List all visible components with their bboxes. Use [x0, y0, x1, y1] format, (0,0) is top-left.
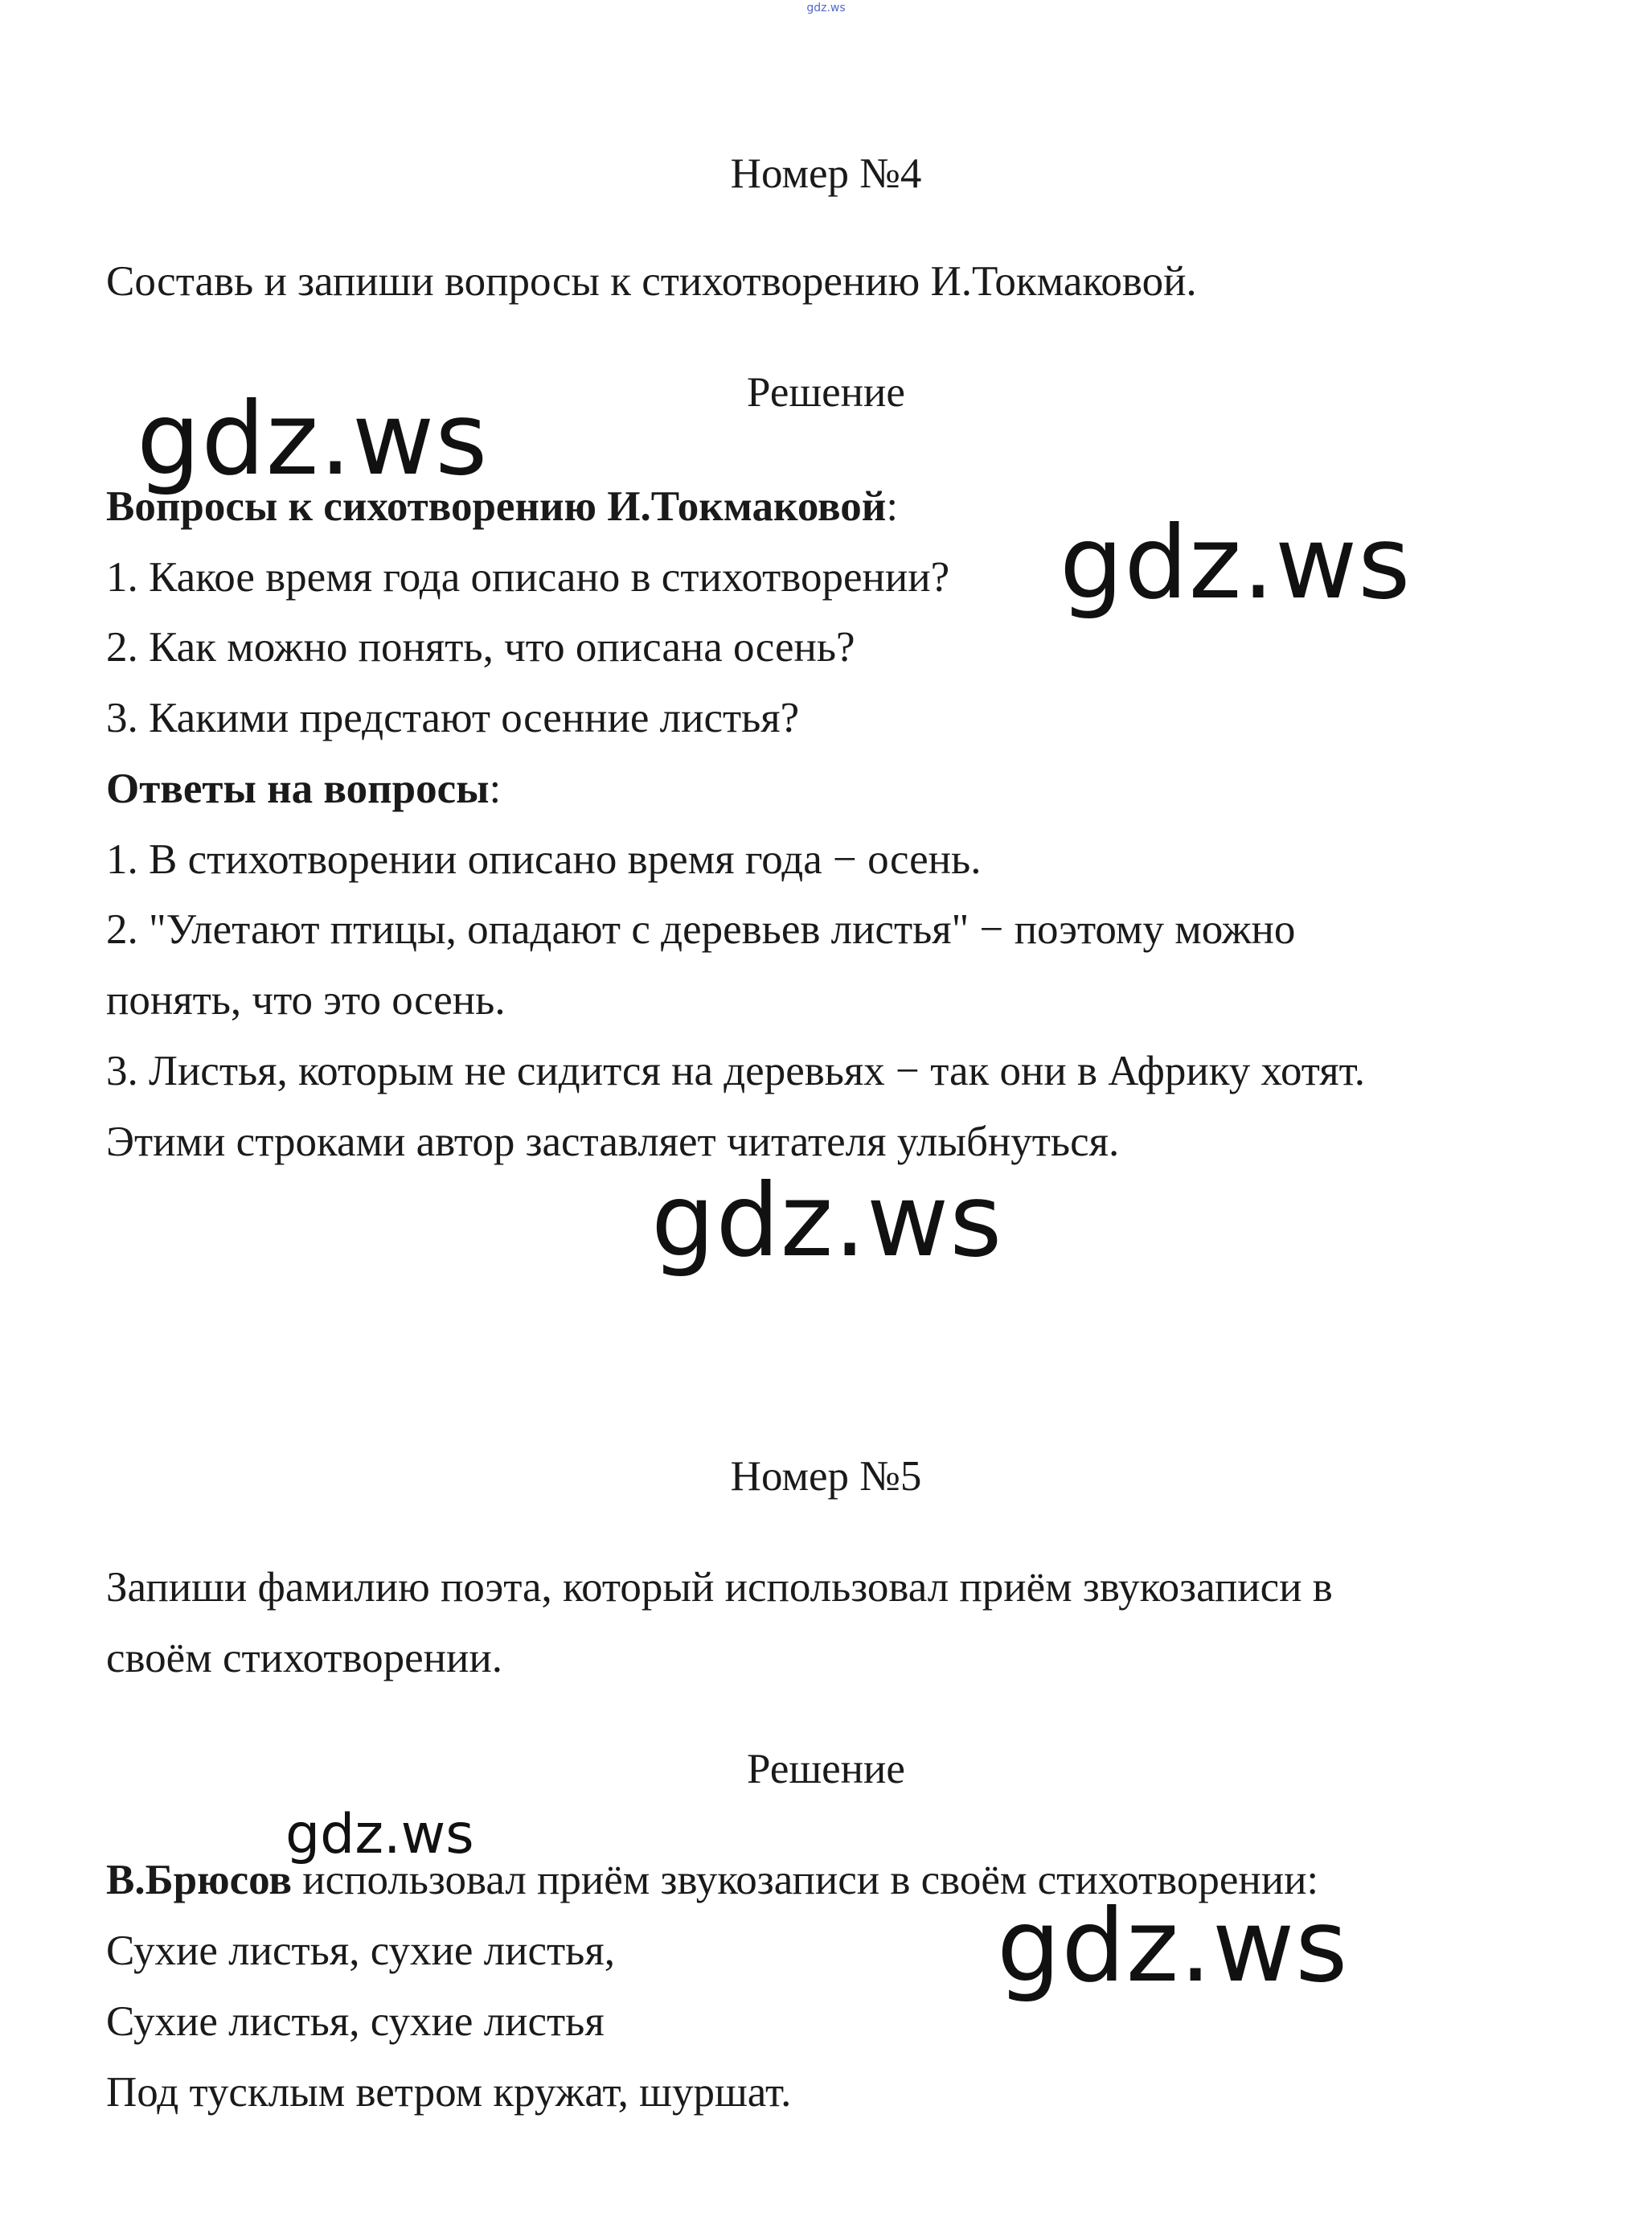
answers-heading-text: Ответы на вопросы	[106, 766, 490, 812]
watermark-5: gdz.ws	[997, 1888, 1349, 2005]
colon: :	[886, 483, 899, 530]
answer-3-cont: Этими строками автор заставляет читателя улыбнуться.	[106, 1119, 1120, 1165]
answer-3: 3. Листья, которым не сидится на деревьях − так они в Африку хотят.	[106, 1048, 1366, 1094]
answer-2: 2. "Улетают птицы, опадают с деревьев листья" − поэтому можно	[106, 906, 1296, 953]
answer-2-cont: понять, что это осень.	[106, 977, 506, 1024]
task4-solution-label: Решение	[747, 369, 905, 416]
watermark-1: gdz.ws	[137, 381, 489, 498]
question-1: 1. Какое время года описано в стихотворении?	[106, 554, 950, 601]
poem-line-2: Сухие листья, сухие листья	[106, 1998, 605, 2045]
task4-answers-heading	[106, 765, 501, 813]
task4-prompt: Составь и запиши вопросы к стихотворению И.Токмаковой.	[106, 258, 1197, 305]
task5-prompt-line-2: своём стихотворении.	[106, 1635, 503, 1681]
task4-title: Номер №4	[730, 150, 922, 197]
poem-line-1: Сухие листья, сухие листья,	[106, 1927, 615, 1974]
questions-heading-text: Вопросы к сихотворению И.Токмаковой	[106, 483, 887, 530]
task5-title: Номер №5	[730, 1453, 922, 1500]
top-watermark: gdz.ws	[806, 2, 846, 14]
watermark-2: gdz.ws	[1060, 505, 1412, 622]
watermark-3: gdz.ws	[651, 1163, 1003, 1279]
task5-solution-label: Решение	[747, 1746, 905, 1792]
task5-prompt-line-1: Запиши фамилию поэта, который использовал приём звукозаписи в	[106, 1564, 1333, 1611]
answer-1: 1. В стихотворении описано время года − осень.	[106, 836, 982, 883]
poem-line-3: Под тусклым ветром кружат, шуршат.	[106, 2069, 792, 2116]
answer-text: использовал приём звукозаписи в своём стихотворении:	[291, 1857, 1319, 1903]
poet-name: В.Брюсов	[106, 1857, 292, 1903]
question-2: 2. Как можно понять, что описана осень?	[106, 624, 855, 671]
colon: :	[489, 766, 502, 812]
question-3: 3. Какими предстают осенние листья?	[106, 695, 800, 741]
watermark-4: gdz.ws	[285, 1803, 474, 1866]
task4-questions-heading	[106, 482, 898, 531]
